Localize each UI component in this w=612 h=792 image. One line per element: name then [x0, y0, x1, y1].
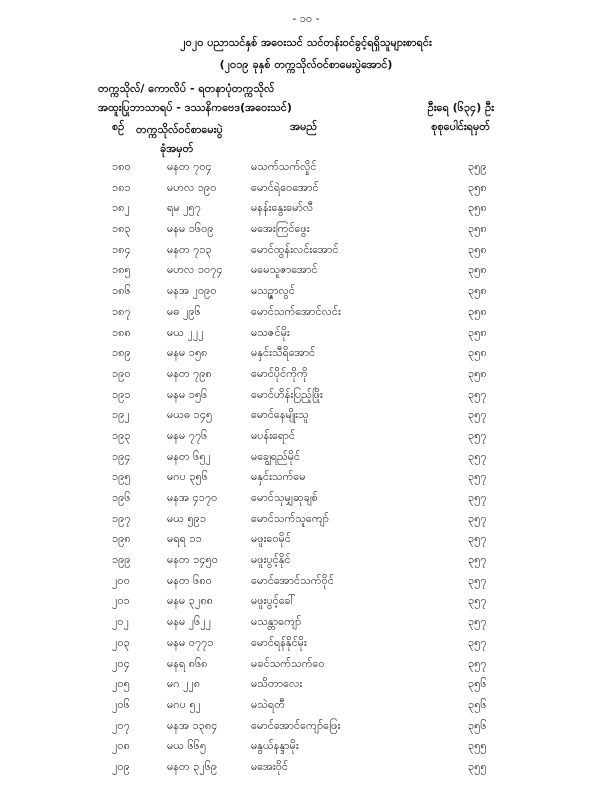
row-roll-number: မနမ ၀၇၇၁	[167, 635, 214, 649]
row-roll-number: မနမ ၁၅၆	[167, 387, 208, 401]
table-row	[0, 737, 612, 758]
row-roll-number: မနတ ၆၅၂	[167, 449, 211, 463]
row-student-name: မောင်ထွန်းလင်းအောင်	[251, 242, 339, 256]
row-student-name: မသဲရတီ	[251, 697, 285, 711]
row-total-marks: ၃၅၇	[468, 573, 487, 587]
table-row	[0, 386, 612, 407]
row-serial-no: ၂၀၅	[112, 677, 130, 691]
row-serial-no: ၁၉၀	[112, 366, 131, 380]
row-student-name: မခင်သက်သက်ဝေ	[251, 656, 325, 670]
table-row	[0, 324, 612, 345]
row-total-marks: ၃၅၇	[468, 615, 487, 629]
row-student-name: မောင်သက်သူကျော်	[251, 511, 329, 525]
table-row	[0, 696, 612, 717]
row-serial-no: ၁၈၅	[112, 263, 131, 277]
row-roll-number: မဂပ ၃၅၆	[167, 470, 208, 484]
row-serial-no: ၁၉၇	[112, 511, 131, 525]
row-serial-no: ၁၉၅	[112, 470, 131, 484]
row-total-marks: ၃၅၈	[468, 325, 487, 339]
row-student-name: မနွယ်နန္ဒာမိုး	[251, 739, 299, 753]
table-row	[0, 158, 612, 179]
document-subtitle: (၂၀၁၉ ခုနှစ် တက္ကသိုလ်ဝင်စာမေးပွဲအောင်)	[219, 58, 393, 71]
row-serial-no: ၁၉၃	[112, 428, 131, 442]
row-student-name: မောင်ပိုင်ကိုကို	[251, 366, 308, 380]
row-student-name: မောင်အောင်သက်ဝိုင်	[251, 573, 334, 587]
row-student-name: မအေးကြင်ဖွေး	[251, 222, 310, 236]
table-row	[0, 675, 612, 696]
row-serial-no: ၂၀၉	[112, 759, 130, 773]
row-student-name: မဖူးပွင့်ခေါ်	[251, 594, 296, 608]
row-serial-no: ၁၉၈	[112, 532, 131, 546]
table-row	[0, 179, 612, 200]
specialization-line: အထူးပြုဘာသာရပ် - ဒဿနိကဗေဒ(အဝေးသင်)	[98, 101, 292, 114]
row-total-marks: ၃၅၆	[468, 718, 487, 732]
table-row	[0, 758, 612, 779]
row-roll-number: မနတ ၆၈၀	[167, 573, 212, 587]
row-total-marks: ၃၅၅	[468, 739, 487, 753]
row-serial-no: ၁၉၆	[112, 491, 131, 504]
row-roll-number: မနအ ၄၁၇၀	[167, 491, 218, 504]
row-total-marks: ၃၅၈	[468, 284, 487, 298]
row-total-marks: ၃၅၇	[468, 532, 487, 546]
row-total-marks: ၃၅၇	[468, 656, 487, 670]
row-student-name: မပန်းရောင်	[251, 428, 295, 442]
row-total-marks: ၃၅၉	[468, 160, 487, 173]
row-serial-no: ၁၈၈	[112, 325, 131, 339]
row-student-name: မောင်သက်အောင်လင်း	[251, 304, 341, 318]
row-student-name: မနှင်းသီရိအောင်	[251, 346, 316, 360]
row-total-marks: ၃၅၇	[468, 408, 487, 422]
table-row	[0, 282, 612, 303]
table-row	[0, 655, 612, 676]
table-row	[0, 261, 612, 282]
page-number: - ၁၀ -	[292, 12, 320, 25]
row-roll-number: မနတ ၃၂၆၉	[167, 759, 218, 773]
row-serial-no: ၂၀၇	[112, 718, 130, 732]
row-student-name: မောင်သုမျှဆုချစ်	[251, 491, 318, 504]
table-row	[0, 406, 612, 427]
row-total-marks: ၃၅၆	[468, 697, 487, 711]
row-roll-number: မရရ ၁၁	[167, 532, 202, 546]
row-serial-no: ၁၈၇	[112, 304, 131, 318]
table-row	[0, 241, 612, 262]
table-row	[0, 717, 612, 738]
row-student-name: မဖူးပွင့်နိုင်	[251, 553, 291, 567]
header-serial-no: စဉ်	[112, 120, 125, 133]
university-line: တက္ကသိုလ်/ ကောလိပ် - ရတနာပုံတက္ကသိုလ်	[98, 82, 275, 95]
row-serial-no: ၂၀၈	[112, 739, 130, 753]
row-roll-number: မဟလ ၁၀၇၄	[167, 263, 223, 277]
table-row	[0, 199, 612, 220]
row-serial-no: ၁၈၀	[112, 160, 131, 173]
row-roll-number: မနတ ၇၀၄	[167, 160, 212, 173]
header-total-marks: စုစုပေါင်းရမှတ်	[431, 120, 490, 133]
row-serial-no: ၂၀၄	[112, 656, 130, 670]
row-roll-number: ရမ ၂၅၇	[167, 201, 201, 215]
row-roll-number: မဓ ၂၉၆	[167, 304, 201, 318]
row-roll-number: မနမ ၁၅၈	[167, 346, 208, 360]
row-student-name: မသဉ္ဇာလွင်	[251, 284, 295, 298]
row-total-marks: ၃၅၈	[468, 263, 487, 277]
row-serial-no: ၂၀၆	[112, 697, 130, 711]
row-roll-number: မနမ ၁၆၀၉	[167, 222, 214, 236]
row-serial-no: ၁၉၂	[112, 408, 130, 422]
row-roll-number: မဟလ ၁၉၀	[167, 180, 217, 194]
row-student-name: မချွေရည်မိုင်	[251, 449, 301, 463]
table-row	[0, 572, 612, 593]
row-roll-number: မဂပ ၅၂	[167, 697, 201, 711]
row-total-marks: ၃၅၇	[468, 491, 487, 504]
row-total-marks: ၃၅၅	[468, 759, 487, 773]
row-student-name: မနှင်းသက်မေ	[251, 470, 306, 484]
table-row	[0, 344, 612, 365]
row-student-name: မအေးဝိုင်	[251, 759, 288, 773]
row-roll-number: မနမ ၇၇၆	[167, 428, 208, 442]
row-roll-number: မနတ ၇၉၈	[167, 366, 212, 380]
table-row	[0, 510, 612, 531]
row-roll-number: မယ ၆၆၅	[167, 739, 207, 753]
row-student-name: မောင်ရန်နိုင်မိုး	[251, 635, 307, 649]
row-serial-no: ၂၀၂	[112, 615, 129, 629]
table-row	[0, 551, 612, 572]
header-roll-line2: ခုံအမှတ်	[160, 142, 194, 155]
table-row	[0, 448, 612, 469]
row-total-marks: ၃၅၇	[468, 511, 487, 525]
row-total-marks: ၃၅၈	[468, 242, 487, 256]
row-student-name: မသက်သက်လှိုင်	[251, 160, 317, 173]
row-serial-no: ၁၈၆	[112, 284, 131, 298]
row-total-marks: ၃၅၈	[468, 180, 487, 194]
row-total-marks: ၃၅၇	[468, 635, 487, 649]
student-list	[0, 158, 612, 779]
table-row	[0, 613, 612, 634]
table-row	[0, 365, 612, 386]
row-serial-no: ၂၀၀	[112, 573, 130, 587]
row-total-marks: ၃၅၈	[468, 366, 487, 380]
row-serial-no: ၁၈၃	[112, 222, 131, 236]
row-roll-number: မဂ ၂၂၈	[167, 677, 201, 691]
table-row	[0, 303, 612, 324]
row-total-marks: ၃၅၈	[468, 346, 487, 360]
row-roll-number: မနမ ၃၂၈၈	[167, 594, 213, 608]
row-student-name: မသဇင်မိုး	[251, 325, 290, 339]
row-roll-number: မနမ ၂၆၂၂	[167, 615, 212, 629]
row-serial-no: ၁၈၁	[112, 180, 131, 194]
row-serial-no: ၁၈၂	[112, 201, 130, 215]
row-total-marks: ၃၅၇	[468, 387, 487, 401]
row-student-name: မောင်အောင်ကျော်ဖြေး	[251, 718, 341, 732]
row-serial-no: ၂၀၃	[112, 635, 130, 649]
row-student-name: မောင်ရဲဝေအောင်	[251, 180, 319, 194]
row-roll-number: မယ ၅၉၁	[167, 511, 207, 525]
table-row	[0, 468, 612, 489]
row-total-marks: ၃၅၈	[468, 304, 487, 318]
row-student-name: မောင်ဟိန်းပြည့်ဖြိုး	[251, 387, 323, 401]
row-roll-number: မယဓ ၁၄၅	[167, 408, 213, 422]
row-roll-number: မယ ၂၂၂	[167, 325, 204, 339]
table-row	[0, 592, 612, 613]
row-total-marks: ၃၅၇	[468, 470, 487, 484]
table-row	[0, 489, 612, 510]
row-serial-no: ၁၉၁	[112, 387, 131, 401]
row-total-marks: ၃၅၇	[468, 594, 487, 608]
header-name: အမည်	[290, 120, 318, 133]
row-roll-number: မနအ ၁၃၈၄	[167, 718, 218, 732]
row-total-marks: ၃၅၆	[468, 677, 487, 691]
row-student-name: မောင်နေမျိုးသူ	[251, 408, 309, 422]
row-total-marks: ၃၅၈	[468, 222, 487, 236]
header-roll-number	[136, 120, 223, 158]
row-student-name: မသိတာလေး	[251, 677, 303, 691]
row-serial-no: ၁၈၉	[112, 346, 131, 360]
row-roll-number: မနတ ၁၄၅၀	[167, 553, 218, 567]
table-row	[0, 634, 612, 655]
row-total-marks: ၃၅၇	[468, 449, 487, 463]
table-row	[0, 220, 612, 241]
header-roll-line1: တက္ကသိုလ်ဝင်စာမေးပွဲ	[136, 123, 223, 136]
row-serial-no: ၁၉၉	[112, 553, 131, 567]
row-roll-number: မနတ ၇၁၃	[167, 242, 212, 256]
total-count: ဦးရေ (၆၃၄) ဦး	[427, 101, 494, 114]
row-serial-no: ၁၈၄	[112, 242, 131, 256]
row-total-marks: ၃၅၇	[468, 553, 487, 567]
document-title: ၂၀၂၀ ပညာသင်နှစ် အဝေးသင် သင်တန်းဝင်ခွင့်ရရှိသူများစာရင်း	[180, 36, 432, 49]
row-student-name: မဖူးဝေမိုင်	[251, 532, 291, 546]
row-student-name: မသန္တာကျော်	[251, 615, 302, 629]
row-roll-number: မနရ ၈၆၈	[167, 656, 208, 670]
row-serial-no: ၁၉၄	[112, 449, 131, 463]
table-row	[0, 530, 612, 551]
row-student-name: မနန်းနွေးမော်လီ	[251, 201, 314, 215]
table-row	[0, 427, 612, 448]
row-total-marks: ၃၅၇	[468, 428, 487, 442]
row-student-name: မမေသူဇာအောင်	[251, 263, 318, 277]
row-serial-no: ၂၀၁	[112, 594, 130, 608]
row-total-marks: ၃၅၈	[468, 201, 487, 215]
row-roll-number: မနအ ၂၀၉၀	[167, 284, 217, 298]
